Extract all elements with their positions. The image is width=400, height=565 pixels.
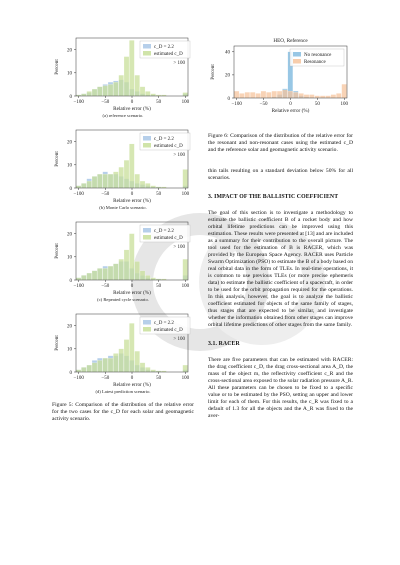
x-tick-label: 0 bbox=[130, 100, 134, 105]
x-axis-label: Relative error (%) bbox=[113, 106, 151, 112]
histogram-bar bbox=[256, 93, 261, 98]
x-tick-label: −100 bbox=[73, 192, 84, 197]
x-tick-label: 0 bbox=[130, 376, 134, 381]
histogram-bar bbox=[183, 169, 188, 188]
x-tick-label: −50 bbox=[101, 192, 110, 197]
histogram-bar bbox=[145, 275, 150, 280]
right-column bbox=[208, 34, 353, 420]
histogram-bar bbox=[135, 75, 140, 96]
paragraph: There are five parameters that can be estimated with RACER: the drag coefficient c_D, the drag cross-sectional area A_D, the mass of the object m, the reflectivity coefficient c_R and the cross-sectional area exposed to the solar radiation pressure A_R. All these parameters can be chosen to be fixed to a specific value or to be estimated by the PSO, setting an upper and lower limit for each of them. For this results, the c_R was fixed to a default of 1.3 for all the objects and the A_R was fixed to the aver- bbox=[208, 357, 353, 419]
x-tick-label: −50 bbox=[101, 376, 110, 381]
y-tick-label: 0 bbox=[69, 94, 72, 100]
histogram-bar bbox=[325, 96, 330, 98]
x-tick-label: 50 bbox=[156, 192, 162, 197]
histogram-bar bbox=[124, 57, 129, 96]
subcaption: (a) reference scenario. bbox=[102, 113, 144, 118]
histogram-bar bbox=[124, 160, 129, 188]
y-axis-label: Percent bbox=[210, 64, 216, 80]
overflow-label: > 100 bbox=[173, 153, 185, 158]
x-axis-label: Relative error (%) bbox=[113, 382, 151, 388]
histogram-bar bbox=[342, 84, 347, 98]
x-tick-label: −100 bbox=[73, 284, 84, 289]
histogram-bar bbox=[97, 87, 102, 96]
legend-label: Resonance bbox=[304, 60, 326, 65]
histogram-bar bbox=[113, 264, 118, 280]
histogram-bar bbox=[309, 95, 314, 98]
y-axis-label: Percent bbox=[54, 151, 60, 167]
histogram-bar bbox=[331, 95, 336, 98]
histogram-bar bbox=[108, 84, 113, 96]
histogram-chart bbox=[52, 126, 194, 204]
legend-label: estimated c_D bbox=[154, 52, 183, 57]
histogram-bar bbox=[103, 268, 108, 280]
histogram-bar bbox=[103, 174, 108, 188]
histogram-bar bbox=[87, 181, 92, 188]
legend-label: c_D = 2.2 bbox=[154, 137, 174, 142]
y-tick-label: 40 bbox=[225, 50, 230, 56]
histogram-bar bbox=[97, 174, 102, 188]
figure-5 bbox=[52, 34, 194, 423]
histogram-bar bbox=[129, 40, 134, 96]
y-tick-label: 0 bbox=[69, 186, 72, 192]
y-tick-label: 20 bbox=[67, 324, 72, 330]
subcaption: (c) Repeated cycle scenario. bbox=[97, 297, 149, 302]
x-tick-label: 0 bbox=[130, 192, 134, 197]
x-tick-label: 100 bbox=[181, 192, 190, 197]
overflow-label: > 100 bbox=[173, 245, 185, 250]
histogram-bar bbox=[92, 271, 97, 280]
histogram-bar bbox=[135, 174, 140, 188]
x-axis-label: Relative error (%) bbox=[271, 108, 310, 114]
x-tick-label: −100 bbox=[231, 102, 242, 107]
histogram-bar bbox=[245, 92, 250, 98]
legend-label: c_D = 2.2 bbox=[154, 229, 174, 234]
y-axis-label: Percent bbox=[54, 243, 60, 259]
legend-swatch bbox=[293, 52, 301, 57]
subsection-heading: 3.1. RACER bbox=[208, 341, 240, 347]
histogram-bar bbox=[266, 92, 271, 98]
y-axis-label: Percent bbox=[54, 335, 60, 351]
x-tick-label: 100 bbox=[181, 284, 190, 289]
histogram-bar bbox=[97, 268, 102, 280]
histogram-bar bbox=[87, 365, 92, 372]
y-tick-label: 0 bbox=[69, 370, 72, 376]
x-tick-label: 0 bbox=[289, 102, 292, 107]
figure-5c bbox=[52, 218, 194, 302]
y-tick-label: 20 bbox=[67, 140, 72, 146]
overflow-label: > 100 bbox=[173, 61, 185, 66]
x-tick-label: 50 bbox=[156, 100, 162, 105]
legend-swatch bbox=[143, 320, 151, 325]
histogram-bar bbox=[103, 86, 108, 96]
x-tick-label: 100 bbox=[181, 100, 190, 105]
histogram-bar bbox=[336, 93, 341, 98]
legend-swatch bbox=[143, 228, 151, 233]
histogram-bar bbox=[129, 234, 134, 280]
x-tick-label: −50 bbox=[259, 102, 268, 107]
x-tick-label: 50 bbox=[314, 102, 320, 107]
histogram-bar bbox=[76, 186, 81, 188]
legend-swatch bbox=[143, 327, 151, 332]
y-tick-label: 20 bbox=[67, 232, 72, 238]
histogram-chart bbox=[52, 34, 194, 112]
x-axis-label: Relative error (%) bbox=[113, 198, 151, 204]
histogram-bar bbox=[272, 91, 277, 98]
y-tick-label: 10 bbox=[67, 347, 72, 353]
histogram-bar bbox=[113, 172, 118, 188]
histogram-bar bbox=[250, 92, 255, 98]
y-tick-label: 10 bbox=[67, 255, 72, 261]
x-tick-label: −100 bbox=[73, 100, 84, 105]
paragraph: thin tails resulting on a standard deviation below 50% for all scenarios. bbox=[208, 168, 353, 181]
legend-label: c_D = 2.2 bbox=[154, 45, 174, 50]
histogram-bar bbox=[124, 250, 129, 280]
histogram-bar bbox=[293, 92, 298, 98]
histogram-bar bbox=[140, 87, 145, 96]
histogram-bar bbox=[119, 349, 124, 372]
x-tick-label: 50 bbox=[156, 284, 162, 289]
histogram-bar bbox=[135, 351, 140, 372]
histogram-chart bbox=[208, 34, 353, 114]
histogram-bar bbox=[234, 91, 239, 98]
histogram-bar bbox=[119, 75, 124, 96]
histogram-bar bbox=[151, 186, 156, 188]
legend-label: estimated c_D bbox=[154, 144, 183, 149]
histogram-bar bbox=[145, 183, 150, 188]
x-tick-label: 0 bbox=[130, 284, 134, 289]
histogram-bar bbox=[119, 167, 124, 188]
histogram-bar bbox=[282, 90, 287, 98]
histogram-bar bbox=[304, 95, 309, 98]
legend-swatch bbox=[143, 136, 151, 141]
histogram-bar bbox=[261, 91, 266, 98]
legend-label: estimated c_D bbox=[154, 236, 183, 241]
subcaption: (d) Latest prediction scenario. bbox=[95, 389, 151, 394]
y-tick-label: 20 bbox=[67, 48, 72, 54]
histogram-bar bbox=[151, 94, 156, 96]
legend-label: c_D = 2.2 bbox=[154, 321, 174, 326]
overflow-label: > 100 bbox=[173, 337, 185, 342]
x-tick-label: 50 bbox=[156, 376, 162, 381]
y-tick-label: 20 bbox=[225, 73, 230, 79]
x-axis-label: Relative error (%) bbox=[113, 290, 151, 296]
figure-5d bbox=[52, 310, 194, 394]
x-tick-label: −100 bbox=[73, 376, 84, 381]
y-axis-label: Percent bbox=[54, 59, 60, 75]
figure-5b bbox=[52, 126, 194, 210]
histogram-bar bbox=[87, 91, 92, 96]
chart-title: HEO, Reference bbox=[273, 38, 308, 44]
x-tick-label: −50 bbox=[101, 100, 110, 105]
histogram-bar bbox=[92, 176, 97, 188]
histogram-bar bbox=[113, 82, 118, 96]
histogram-bar bbox=[108, 358, 113, 372]
legend-label: No resonance bbox=[304, 53, 332, 58]
y-tick-label: 0 bbox=[69, 278, 72, 284]
histogram-chart bbox=[52, 218, 194, 296]
histogram-bar bbox=[92, 363, 97, 372]
histogram-bar bbox=[145, 367, 150, 372]
legend-swatch bbox=[293, 59, 301, 64]
paragraph: The goal of this section is to investigate a methodology to estimate the ballistic coefficient B of a rocket body and how orbital lifetime predictions can be improved using this estimation. These results were presented at [13] and are included as a summary for their contribution to the overall picture. The tool used for the estimation of B is RACER, which was provided by the European Space Agency. RACER uses Particle Swarm Optimization (PSO) to estimate the B of a body based on real orbital data in the form of TLEs. In real-time operations, it is common to use previous TLEs (or more precise ephemeris data) to estimate the ballistic coefficient of a spacecraft, in order to be used for the orbit propagation required for the operations. In this analysis, however, the goal is to analyze the ballistic coefficient estimated for objects of the same family of stages, thus stages that are expected to be similar, and investigate whether the information obtained from other stages can improve orbital lifetime predictions of other stages from the same family. bbox=[208, 210, 353, 328]
figure-5a bbox=[52, 34, 194, 118]
histogram-bar bbox=[124, 340, 129, 372]
y-tick-label: 10 bbox=[67, 71, 72, 77]
histogram-bar bbox=[81, 94, 86, 96]
histogram-bar bbox=[113, 353, 118, 372]
histogram-bar bbox=[183, 259, 188, 280]
histogram-bar bbox=[81, 275, 86, 280]
histogram-bar bbox=[108, 266, 113, 280]
histogram-bar bbox=[145, 91, 150, 96]
histogram-bar bbox=[140, 271, 145, 280]
histogram-bar bbox=[103, 358, 108, 372]
histogram-bar bbox=[76, 370, 81, 372]
section-heading: 3. IMPACT OF THE BALLISTIC COEFFICIENT bbox=[208, 194, 339, 200]
histogram-bar bbox=[140, 363, 145, 372]
x-tick-label: 100 bbox=[340, 102, 349, 107]
histogram-bar bbox=[81, 367, 86, 372]
x-tick-label: 100 bbox=[181, 376, 190, 381]
legend-swatch bbox=[143, 44, 151, 49]
histogram-bar bbox=[239, 93, 244, 98]
histogram-bar bbox=[183, 365, 188, 372]
figure-6 bbox=[208, 34, 353, 154]
histogram-bar bbox=[320, 96, 325, 98]
subcaption: (b) Monte Carlo scenario. bbox=[99, 205, 147, 210]
histogram-bar bbox=[135, 261, 140, 280]
legend-label: estimated c_D bbox=[154, 328, 183, 333]
histogram-bar bbox=[288, 91, 293, 98]
histogram-bar bbox=[129, 323, 134, 372]
legend-swatch bbox=[143, 143, 151, 148]
histogram-chart bbox=[52, 310, 194, 388]
histogram-bar bbox=[129, 144, 134, 188]
histogram-bar bbox=[87, 273, 92, 280]
histogram-bar bbox=[97, 360, 102, 372]
legend-swatch bbox=[143, 51, 151, 56]
histogram-bar bbox=[140, 181, 145, 188]
x-tick-label: −50 bbox=[101, 284, 110, 289]
histogram-bar bbox=[119, 259, 124, 280]
histogram-bar bbox=[299, 93, 304, 98]
y-tick-label: 10 bbox=[67, 163, 72, 169]
histogram-bar bbox=[76, 278, 81, 280]
histogram-bar bbox=[108, 174, 113, 188]
histogram-bar bbox=[183, 93, 188, 96]
histogram-bar bbox=[151, 370, 156, 372]
histogram-bar bbox=[277, 91, 282, 98]
legend-swatch bbox=[143, 235, 151, 240]
figure-6-caption: Figure 6: Comparison of the distribution of the relative error for the resonant and non-resonant cases using the estimated c_D and the reference solar and geomagnetic activity scenario. bbox=[208, 133, 353, 153]
histogram-bar bbox=[151, 278, 156, 280]
histogram-bar bbox=[315, 96, 320, 98]
histogram-bar bbox=[92, 89, 97, 96]
figure-5-caption: Figure 5: Comparison of the distribution of the relative error for the two cases for the c_D for each solar and geomagnetic activity scenario. bbox=[52, 402, 194, 422]
y-tick-label: 0 bbox=[227, 96, 230, 102]
histogram-bar bbox=[81, 183, 86, 188]
